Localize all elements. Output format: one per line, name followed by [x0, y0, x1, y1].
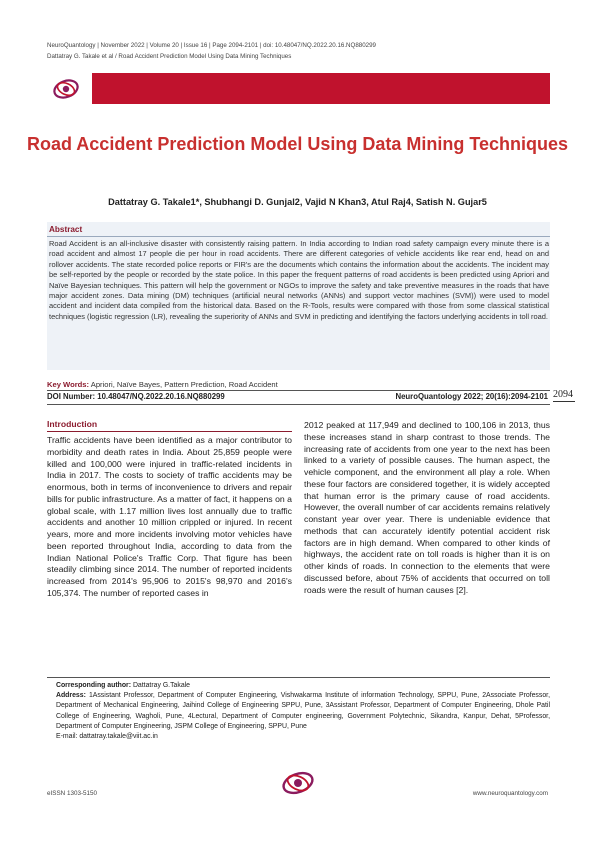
header-banner: [92, 73, 550, 104]
paper-title: Road Accident Prediction Model Using Data Mining Techniques: [26, 134, 569, 154]
corresponding-author: Dattatray G.Takale: [132, 682, 191, 689]
address-label: Address:: [56, 692, 86, 700]
page-number-underline: [553, 401, 575, 402]
abstract-divider: [47, 236, 550, 237]
email: E-mail: dattatray.takale@viit.ac.in: [56, 733, 158, 741]
doi-number: DOI Number: 10.48047/NQ.2022.20.16.NQ880299: [47, 392, 225, 401]
correspondence-block: [56, 681, 550, 742]
footer-issn: eISSN 1303-5150: [47, 790, 98, 797]
keywords-text: Apriori, Naïve Bayes, Pattern Prediction, Road Accident: [90, 380, 278, 389]
address-text: 1Assistant Professor, Department of Computer Engineering, Vishwakarma Institute of information Technology, SPPU, Pune, 2Associate Professor, Department of Mechanical Engineering, Jaihind College of Engineering SPPU, Pune, 3Assistant Professor, Department of Computer Engineering, Dhole Patil College of Engineering, Wagholi, Pune, 4Lectural, Department of Computer engineering, Government Polytechnic, Sikandra, Kanpur, Dehat, 5Professor, Department of Computer Engineering, JSPM College of Engineering, SPPU, Pune: [56, 692, 550, 730]
author-list: Dattatray G. Takale1*, Shubhangi D. Gunjal2, Vajid N Khan3, Atul Raj4, Satish N. Gujar5: [108, 197, 487, 207]
doi-top-rule: [47, 390, 550, 391]
introduction-column-1: Traffic accidents have been identified as a major contributor to morbidity and death rates in India. About 25,859 people were killed and 100,000 were injured in traffic-related incidents in India in 2017. The costs to society of traffic accidents may be enormous, both in terms of inconvenience to drivers and repair bills for public infrastructure. As a matter of fact, it happens on a global scale, with 1.17 million lives lost annually due to traffic accidents and another 10 million crippled or injured. In recent years, more and more incidents involving motor vehicles have been reported throughout India, according to data from the Indian National Police's Traffic Corp. That figure has been steadily climbing since 2014. The number of reported incidents increased from 2014's 95,906 to 2015's 98,970 and 2016's 105,374. The number of reported cases in: [47, 435, 292, 598]
footer-logo-icon: [280, 768, 316, 798]
introduction-underline: [47, 431, 292, 432]
corresponding-author-label: Corresponding author:: [56, 682, 132, 689]
journal-logo-icon: [52, 76, 80, 102]
footer-website: www.neuroquantology.com: [472, 790, 548, 797]
journal-reference: NeuroQuantology 2022; 20(16):2094-2101: [395, 392, 548, 401]
correspondence-rule: [47, 677, 550, 678]
abstract-text: Road Accident is an all-inclusive disaster with consistently raising pattern. In India according to Indian road safety campaign every minute there is a road accident and almost 17 people die per hour in road accidents. There are different categories of vehicle accidents like rear end, head on and rollover accidents. The state recorded police reports or FIR's are the documents which contains the information about the accidents. The incident may be self-reported by the people or recorded by the state police. In this paper the frequent patterns of road accidents is been predicted using Apriori and Naïve Bayesian techniques. This pattern will help the government or NGOs to improve the safety and take preventive measures in the roads that have major accident zones. Data mining (DM) techniques (artificial neural networks (ANNs) and support vector machines (SVM)) were used to model accident and incident data compiled from the historical data. Based on the R-Tools, results were compared with those from some classical statistical techniques (logistic regression (LR), revealing the superiority of ANNs and SVM in predicting and identifying the factors underlying accidents in toll road.: [49, 239, 549, 321]
introduction-column-2: 2012 peaked at 117,949 and declined to 100,106 in 2013, thus these increases stand in sharp contrast to those trends. The increasing rate of accidents from one year to the next has been linked to a variety of possible causes. The human aspect, the vehicle component, and the environment all play a role. When these four factors are considered together, it is widely accepted that human error is the primary cause of road accidents. However, the overall number of car accidents remains relatively constant year over year. There is undeniable evidence that methods that can accurately identify potential accident risk factors are in high demand. When compared to other kinds of highways, the accident rate on toll roads is higher than it is on other kinds of roads. In connection to the elements that were discussed before, about 75% of accidents that occurred on toll roads were the result of human causes [2].: [304, 420, 550, 595]
page-number: 2094: [553, 389, 573, 400]
running-head: Dattatray G. Takale et al / Road Accident Prediction Model Using Data Mining Techniques: [47, 53, 292, 60]
abstract-heading: Abstract: [49, 225, 83, 234]
keywords: [47, 380, 278, 389]
keywords-label: Key Words:: [47, 380, 90, 389]
journal-citation: NeuroQuantology | November 2022 | Volume 20 | Issue 16 | Page 2094-2101 | doi: 10.48047/NQ.2022.20.16.NQ880299: [47, 42, 376, 49]
introduction-heading: Introduction: [47, 419, 98, 429]
doi-bottom-rule: [47, 404, 550, 405]
